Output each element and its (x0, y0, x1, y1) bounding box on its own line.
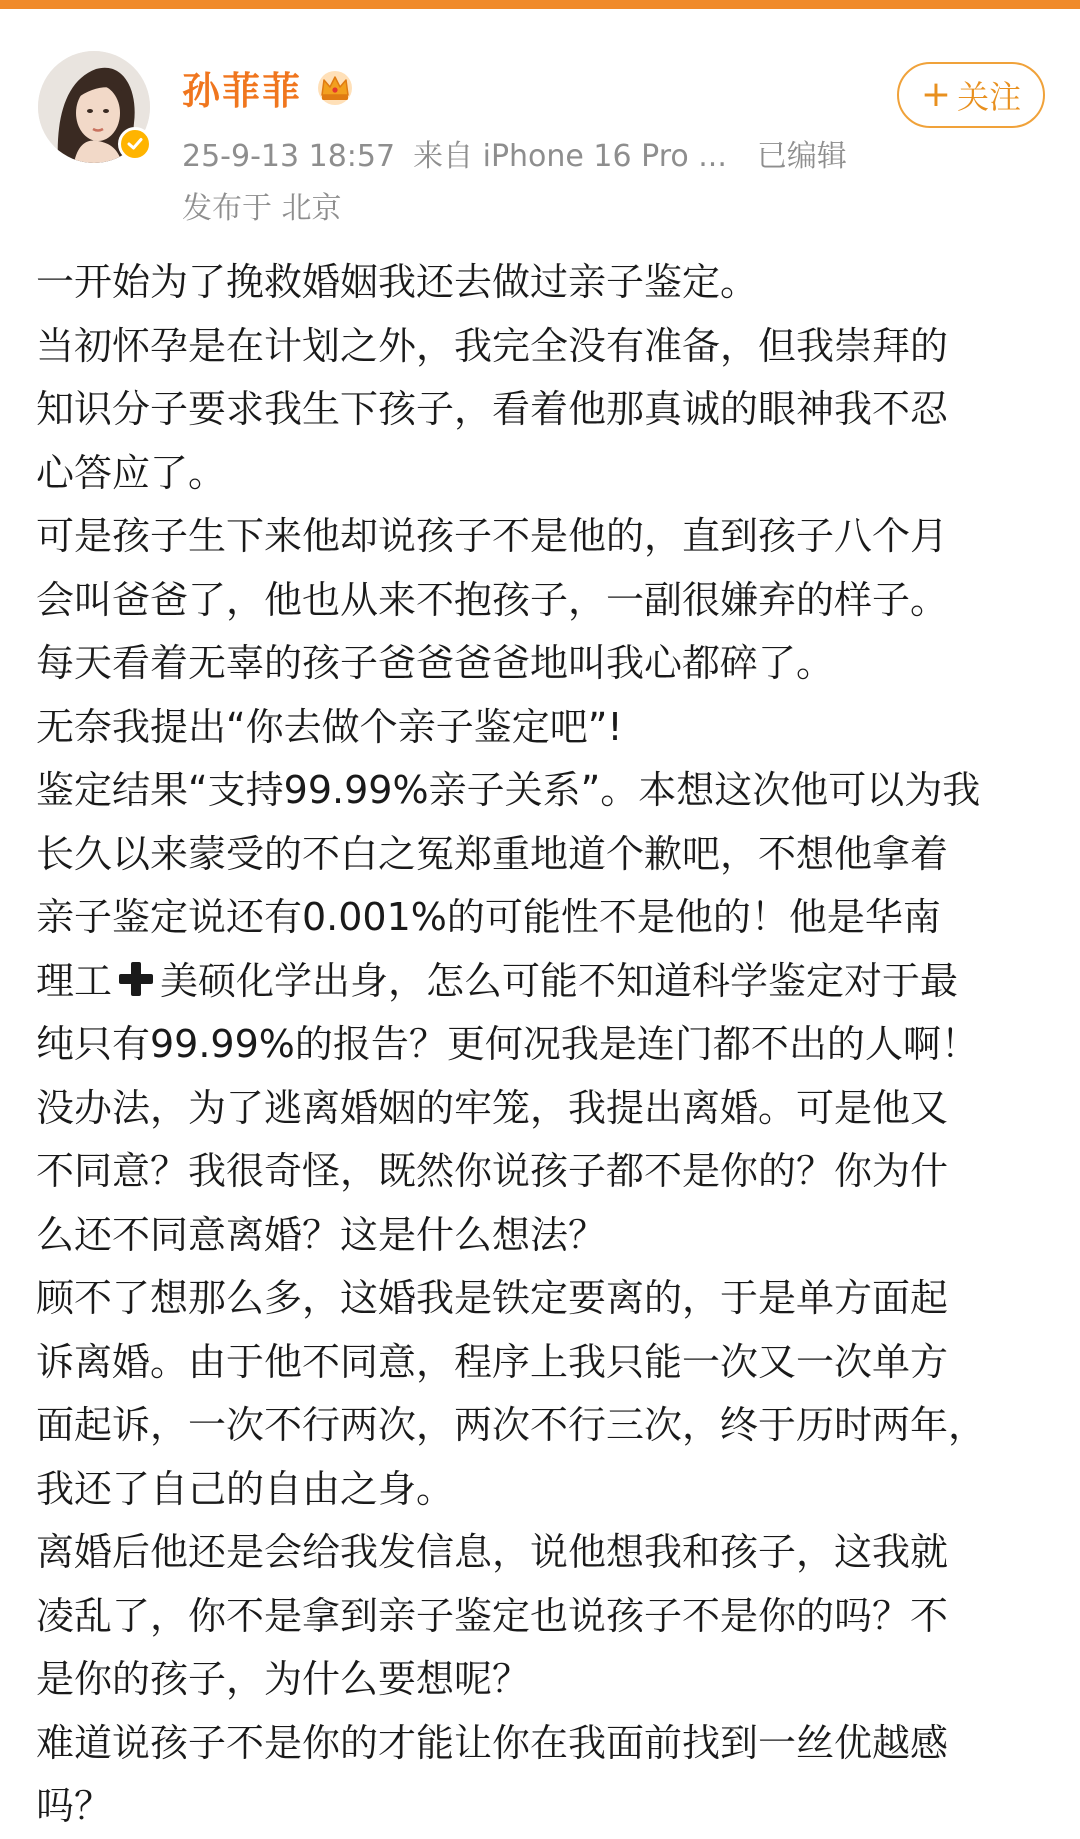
verified-badge-icon (118, 127, 152, 161)
post-body (36, 251, 1046, 1839)
post-line-part: 理工 (36, 958, 113, 1003)
post-line: 吗？ (36, 1784, 113, 1828)
avatar-wrap[interactable] (38, 51, 150, 163)
edited-label[interactable]: 已编辑 (756, 139, 847, 174)
crown-icon[interactable] (314, 67, 356, 107)
username[interactable]: 孙菲菲 (182, 68, 303, 113)
post-line: 诉离婚。由于他不同意，程序上我只能一次又一次单方 (36, 1339, 949, 1384)
post-line: 不同意？我很奇怪，既然你说孩子都不是你的？你为什 (36, 1149, 949, 1193)
post-line: 我还了自己的自由之身。 (36, 1466, 455, 1511)
post-line: 面起诉，一次不行两次，两次不行三次，终于历时两年， (36, 1403, 987, 1447)
heavy-plus-emoji-icon (114, 959, 158, 999)
post-line: 凌乱了，你不是拿到亲子鉴定也说孩子不是你的吗？不 (36, 1593, 949, 1638)
post-line: 心答应了。 (36, 450, 227, 495)
post-line: 每天看着无辜的孩子爸爸爸爸地叫我心都碎了。 (36, 641, 835, 685)
post-line: 可是孩子生下来他却说孩子不是他的，直到孩子八个月 (36, 514, 949, 558)
username-row (182, 61, 356, 113)
post-line: 顾不了想那么多，这婚我是铁定要离的，于是单方面起 (36, 1276, 949, 1320)
post-line: 亲子鉴定说还有0.001%的可能性不是他的！他是华南 (36, 895, 941, 939)
post-line-part: 美硕化学出身，怎么可能不知道科学鉴定对于最 (160, 958, 959, 1003)
post-line: 长久以来蒙受的不白之冤郑重地道个歉吧，不想他拿着 (36, 831, 949, 876)
post-line: 会叫爸爸了，他也从来不抱孩子，一副很嫌弃的样子。 (36, 577, 949, 622)
post-location: 发布于 北京 (182, 191, 342, 226)
post-source[interactable]: 来自 iPhone 16 Pro ... (413, 139, 727, 174)
post-line: 么还不同意离婚？这是什么想法？ (36, 1212, 607, 1257)
post-card (0, 9, 1080, 1835)
post-line: 知识分子要求我生下孩子，看着他那真诚的眼神我不忍 (36, 387, 949, 431)
post-line: 没办法，为了逃离婚姻的牢笼，我提出离婚。可是他又 (36, 1085, 949, 1130)
post-line: 纯只有99.99%的报告？更何况我是连门都不出的人啊！ (36, 1022, 979, 1066)
post-line: 当初怀孕是在计划之外，我完全没有准备，但我崇拜的 (36, 323, 949, 368)
post-line: 难道说孩子不是你的才能让你在我面前找到一丝优越感 (36, 1720, 949, 1765)
top-strip (0, 0, 1080, 9)
post-line: 无奈我提出“你去做个亲子鉴定吧”! (36, 704, 623, 749)
post-line: 是你的孩子，为什么要想呢？ (36, 1657, 531, 1701)
post-line: 离婚后他还是会给我发信息，说他想我和孩子，这我就 (36, 1530, 949, 1574)
post-meta (182, 131, 865, 175)
post-timestamp: 25-9-13 18:57 (182, 139, 396, 174)
follow-button[interactable] (897, 62, 1045, 128)
follow-label: 关注 (957, 78, 1022, 116)
post-line: 一开始为了挽救婚姻我还去做过亲子鉴定。 (36, 260, 759, 304)
post-line: 鉴定结果“支持99.99%亲子关系”。本想这次他可以为我 (36, 768, 981, 812)
post-line-with-emoji (36, 950, 1046, 1014)
plus-icon: + (920, 74, 952, 115)
